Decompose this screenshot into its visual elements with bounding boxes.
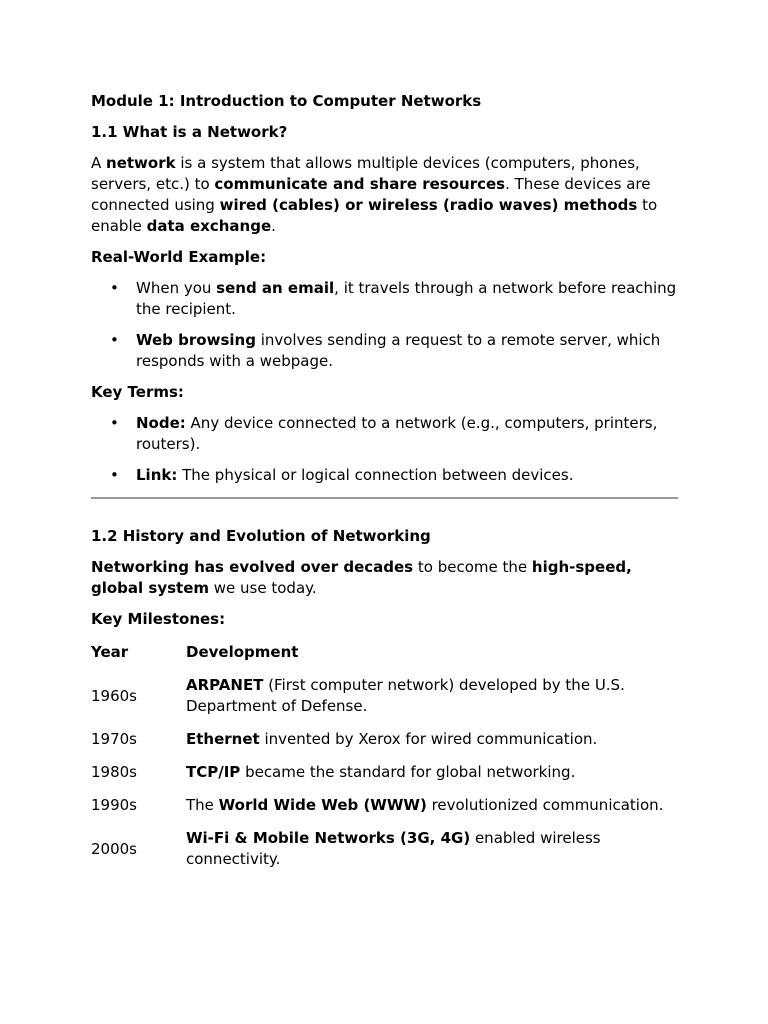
year-cell: 1960s xyxy=(91,686,137,705)
development-column-header: Development xyxy=(186,643,299,661)
development-cell xyxy=(186,828,676,882)
list-item xyxy=(91,413,681,455)
real-world-example-label: Real-World Example: xyxy=(91,248,267,266)
network-definition-paragraph xyxy=(91,153,681,237)
bold-text: send an email xyxy=(216,279,335,297)
example-list xyxy=(91,278,681,372)
text-run: , it travels through a network before reaching the recipient. xyxy=(136,279,677,318)
development-cell xyxy=(186,729,676,762)
term-text xyxy=(136,414,657,453)
year-cell: 1980s xyxy=(91,763,137,781)
text-run: to become the xyxy=(413,558,532,576)
section-title-history: 1.2 History and Evolution of Networking xyxy=(91,527,431,545)
text-run: The physical or logical connection between devices. xyxy=(177,466,574,484)
key-terms-label: Key Terms: xyxy=(91,383,184,401)
list-item xyxy=(91,465,681,486)
bold-text: Networking has evolved over decades xyxy=(91,558,414,576)
table-row xyxy=(91,675,676,729)
text-run: (First computer network) developed by the U.S. Department of Defense. xyxy=(186,676,625,715)
bold-text: network xyxy=(106,154,176,172)
text-run: became the standard for global networking. xyxy=(240,763,576,781)
text-run: to enable xyxy=(91,196,658,235)
year-cell: 2000s xyxy=(91,839,137,858)
year-cell: 1990s xyxy=(91,796,137,814)
bullet-icon: • xyxy=(110,331,119,349)
bullet-icon: • xyxy=(110,414,119,432)
text-run: we use today. xyxy=(209,579,317,597)
list-item xyxy=(91,278,681,320)
bold-text: Node: xyxy=(136,414,186,432)
table-row xyxy=(91,828,676,882)
text-run: is a system that allows multiple devices (computers, phones, servers, etc.) to xyxy=(91,154,640,193)
list-item xyxy=(91,330,681,372)
bold-text: communicate and share resources xyxy=(214,175,506,193)
example-text xyxy=(136,331,660,370)
table-row xyxy=(91,762,676,795)
bold-text: Web browsing xyxy=(136,331,256,349)
text-run: A xyxy=(91,154,107,172)
bold-text: data exchange xyxy=(146,217,272,235)
text-run: enabled wireless connectivity. xyxy=(186,829,601,868)
text-run: revolutionized communication. xyxy=(426,796,664,814)
development-cell xyxy=(186,795,676,828)
text-run: Any device connected to a network (e.g., computers, printers, routers). xyxy=(136,414,658,453)
bullet-icon: • xyxy=(110,279,119,297)
development-cell xyxy=(186,675,676,729)
development-cell xyxy=(186,762,676,795)
text-run: The xyxy=(186,796,219,814)
term-text xyxy=(136,466,573,484)
bold-text: Link: xyxy=(136,466,178,484)
bold-text: wired (cables) or wireless (radio waves) methods xyxy=(219,196,638,214)
year-column-header: Year xyxy=(91,643,129,661)
bold-text: high-speed, global system xyxy=(91,558,632,597)
section-title-what-is-network: 1.1 What is a Network? xyxy=(91,123,288,141)
document-content xyxy=(91,91,681,882)
table-row xyxy=(91,795,676,828)
text-run: When you xyxy=(136,279,217,297)
milestones-table xyxy=(91,642,676,882)
year-cell: 1970s xyxy=(91,730,137,748)
example-text xyxy=(136,279,676,318)
bold-text: ARPANET xyxy=(186,676,264,694)
bold-text: World Wide Web (WWW) xyxy=(218,796,427,814)
text-run: . xyxy=(271,217,276,235)
text-run: . These devices are connected using xyxy=(91,175,651,214)
bold-text: Ethernet xyxy=(186,730,260,748)
text-run: involves sending a request to a remote server, which responds with a webpage. xyxy=(136,331,661,370)
table-row xyxy=(91,729,676,762)
text-run: invented by Xerox for wired communication. xyxy=(259,730,598,748)
key-terms-list xyxy=(91,413,681,486)
section-divider xyxy=(91,497,678,499)
key-milestones-label: Key Milestones: xyxy=(91,610,226,628)
bold-text: Wi-Fi & Mobile Networks (3G, 4G) xyxy=(186,829,471,847)
table-header-row xyxy=(91,642,676,675)
module-title: Module 1: Introduction to Computer Networks xyxy=(91,92,482,110)
bold-text: TCP/IP xyxy=(186,763,241,781)
history-intro-paragraph xyxy=(91,557,681,599)
bullet-icon: • xyxy=(110,466,119,484)
